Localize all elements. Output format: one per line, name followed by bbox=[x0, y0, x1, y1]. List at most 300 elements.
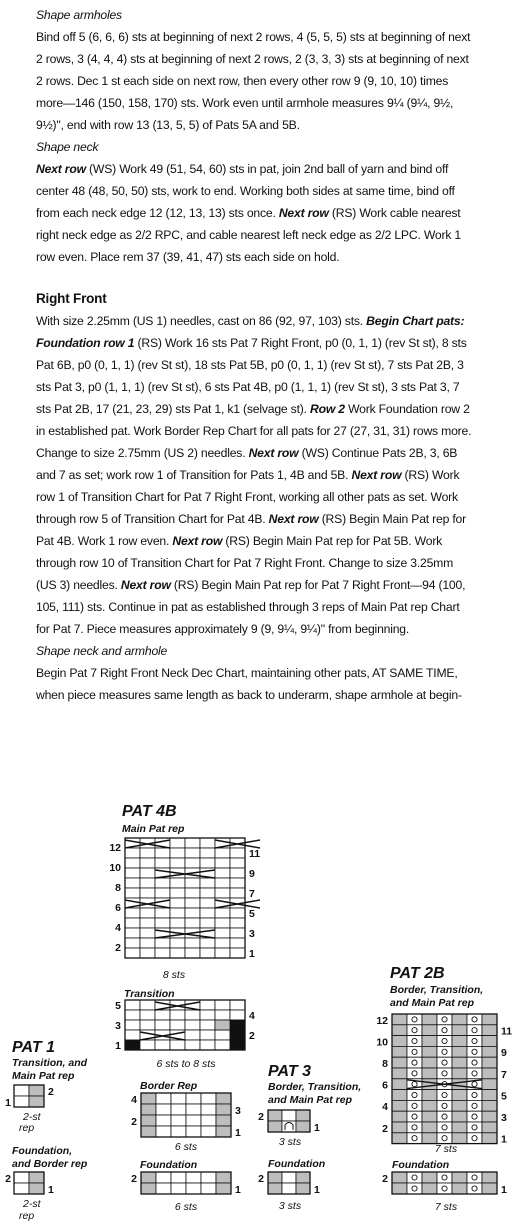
pat-4b-main-cell bbox=[125, 868, 140, 878]
pat-4b-transition-cell bbox=[185, 1030, 200, 1040]
pat-4b-border-cell bbox=[171, 1093, 186, 1104]
pat-4b-transition-cell bbox=[215, 1040, 230, 1050]
pat-2b-main-cell bbox=[437, 1046, 452, 1057]
pat-4b-main-cell bbox=[230, 878, 245, 888]
pat-4b-foundation-grid bbox=[131, 1172, 241, 1196]
pat-4b-transition-cell bbox=[140, 1040, 155, 1050]
pat-4b-transition-cell bbox=[200, 1020, 215, 1030]
pat-4b-main-cell bbox=[170, 908, 185, 918]
pat-2b-foundation-row: 1 bbox=[501, 1184, 507, 1196]
pat-2b-main-cell bbox=[422, 1014, 437, 1025]
pat-2b-main-cell bbox=[422, 1122, 437, 1133]
pat-2b-main-cell bbox=[437, 1068, 452, 1079]
pat-4b-border-cell bbox=[216, 1126, 231, 1137]
pat-4b-main-grid bbox=[109, 838, 260, 960]
pat-4b-border-cell bbox=[156, 1104, 171, 1115]
pat-4b-main-cell bbox=[125, 928, 140, 938]
pat-3-foundation-row: 2 bbox=[258, 1173, 264, 1185]
pat-2b-main-cell bbox=[437, 1036, 452, 1047]
pat-4b-row-num: 7 bbox=[249, 888, 255, 900]
pat-4b-main-cell bbox=[125, 878, 140, 888]
pat-2b-main-cell bbox=[467, 1025, 482, 1036]
pat-2b-main-cell bbox=[482, 1046, 497, 1057]
pat-4b-transition-cell bbox=[185, 1040, 200, 1050]
pat-2b-main-cell bbox=[392, 1100, 407, 1111]
pat-2b-foundation-cell bbox=[467, 1172, 482, 1183]
pat-4b-border-cell bbox=[141, 1115, 156, 1126]
pat-2b-row-num: 6 bbox=[382, 1079, 388, 1092]
pat-4b-main-cell bbox=[230, 888, 245, 898]
pat-4b-main-cell bbox=[200, 838, 215, 848]
pat-4b bbox=[109, 803, 260, 1213]
pat-4b-main-cell bbox=[215, 848, 230, 858]
pat-4b-border-cell bbox=[216, 1115, 231, 1126]
pat-3-foundation-cell bbox=[282, 1172, 296, 1183]
pat-2b-main-cell bbox=[422, 1100, 437, 1111]
pat-4b-main-cell bbox=[185, 878, 200, 888]
pat-1-found-rep-2: rep bbox=[19, 1210, 35, 1222]
pat-4b-main-cell bbox=[230, 858, 245, 868]
pat-4b-transition-cell bbox=[185, 1010, 200, 1020]
pat-4b-main-cell bbox=[125, 948, 140, 958]
pat-4b-transition-cell bbox=[170, 1020, 185, 1030]
increase-cell bbox=[215, 1020, 230, 1030]
pat-2b-main-cell bbox=[467, 1036, 482, 1047]
pat-2b-main-cell bbox=[407, 1100, 422, 1111]
pat-1-main-rep: 2-st bbox=[23, 1111, 41, 1123]
rf-lead-7: Next row bbox=[120, 578, 171, 592]
pat-4b-transition-caption: 6 sts to 8 sts bbox=[156, 1058, 216, 1070]
rf-text-7: (RS) Begin Main Pat rep for Pat 5B. Work through row 10 of Transition Chart for Pat 7 Right Front. Change to size 3.25mm (US 3) needles. bbox=[36, 534, 454, 592]
pat-2b-main-cell bbox=[407, 1090, 422, 1101]
no-stitch-cell bbox=[230, 1020, 245, 1050]
rf-text-1: With size 2.25mm (US 1) needles, cast on 86 (92, 97, 103) sts. bbox=[36, 314, 367, 328]
pat-2b-main-cell bbox=[392, 1079, 407, 1090]
pat-1-foundation-cell bbox=[29, 1172, 44, 1183]
pat-4b-main-cell bbox=[170, 848, 185, 858]
pat-1-main-cell bbox=[29, 1096, 44, 1107]
pat-2b-main-cell bbox=[452, 1014, 467, 1025]
pat-2b-main-cell bbox=[437, 1090, 452, 1101]
pat-2b-main-cell bbox=[422, 1025, 437, 1036]
pat-4b-main-cell bbox=[140, 868, 155, 878]
pat-4b-border-label: Border Rep bbox=[140, 1080, 198, 1092]
pat-4b-main-cell bbox=[140, 948, 155, 958]
pat-2b-foundation-cell bbox=[482, 1183, 497, 1194]
pat-2b-main-cell bbox=[422, 1057, 437, 1068]
pat-4b-main-cell bbox=[200, 908, 215, 918]
pat-4b-transition-cell bbox=[155, 1010, 170, 1020]
pat-2b-main-cell bbox=[437, 1111, 452, 1122]
pat-2b-foundation-cell bbox=[482, 1172, 497, 1183]
pat-1-found-rep: 2-st bbox=[23, 1198, 41, 1210]
pat-4b-foundation-cell bbox=[216, 1183, 231, 1194]
pat-4b-main-cell bbox=[200, 858, 215, 868]
pat-1-main-rep-2: rep bbox=[19, 1122, 35, 1134]
pat-4b-transition-cell bbox=[170, 1010, 185, 1020]
pat-4b-main-cell bbox=[230, 918, 245, 928]
pat-4b-main-cell bbox=[125, 918, 140, 928]
pat-4b-transition-row: 5 bbox=[115, 1000, 121, 1012]
pat-4b-border-cell bbox=[141, 1126, 156, 1137]
pat-4b-border-cell bbox=[171, 1115, 186, 1126]
pat-1-row-num: 1 bbox=[5, 1097, 11, 1109]
pat-4b-transition-cell bbox=[125, 1020, 140, 1030]
pat-3-main-grid bbox=[258, 1110, 320, 1134]
pat-4b-main-cell bbox=[200, 878, 215, 888]
pat-4b-border-cell bbox=[201, 1126, 216, 1137]
pat-4b-main-cell bbox=[170, 918, 185, 928]
pat-4b-main-cell bbox=[185, 948, 200, 958]
pat-1-main-cell bbox=[14, 1085, 29, 1096]
pat-3-foundation-cell bbox=[296, 1183, 310, 1194]
pat-2b-main-cell bbox=[467, 1090, 482, 1101]
pat-4b-main-cell bbox=[200, 898, 215, 908]
pat-4b-main-cell bbox=[140, 858, 155, 868]
pat-4b-border-cell bbox=[186, 1115, 201, 1126]
pat-3-foundation-grid bbox=[258, 1172, 320, 1196]
pat-1-title: PAT 1 bbox=[12, 1039, 55, 1056]
pat-4b-main-cell bbox=[230, 908, 245, 918]
rf-text-4: (WS) Continue Pats 2B, 3, 6B and 7 as set; work row 1 of Transition for Pats 1, 4B and 5B. bbox=[36, 446, 458, 482]
pat-2b-main-cell bbox=[407, 1057, 422, 1068]
pat-2b-row-num: 11 bbox=[501, 1025, 512, 1038]
pat-4b-main-cell bbox=[230, 848, 245, 858]
pat-4b-border-row: 1 bbox=[235, 1127, 241, 1139]
pat-2b-main-cell bbox=[467, 1122, 482, 1133]
pat-4b-border-cell bbox=[186, 1104, 201, 1115]
pat-2b-label-2: and Main Pat rep bbox=[390, 997, 475, 1009]
pat-4b-main-cell bbox=[200, 938, 215, 948]
pat-1-foundation-cell bbox=[14, 1183, 29, 1194]
pat-4b-main-caption: 8 sts bbox=[162, 969, 186, 981]
pat-4b-border-cell bbox=[156, 1126, 171, 1137]
rf-text-3: Work Foundation row 2 in established pat. Work Border Rep Chart for all pats for 27 (27, 31, 31) rows more. Change to size 2.75mm (US 2) needles. bbox=[36, 402, 472, 460]
pat-4b-foundation-cell bbox=[141, 1172, 156, 1183]
pat-4b-main-cell bbox=[215, 918, 230, 928]
rf-lead-3: Next row bbox=[248, 446, 299, 460]
pat-2b-row-num: 2 bbox=[382, 1122, 388, 1135]
pat-4b-main-cell bbox=[155, 908, 170, 918]
pat-4b-main-label: Main Pat rep bbox=[122, 823, 185, 835]
pat-4b-foundation-cell bbox=[201, 1183, 216, 1194]
pat-4b-transition-cell bbox=[230, 1000, 245, 1010]
pat-3-row-num: 1 bbox=[314, 1122, 320, 1134]
pat-4b-main-cell bbox=[200, 888, 215, 898]
pat-4b-border-row: 2 bbox=[131, 1116, 137, 1128]
rf-lead-5: Next row bbox=[268, 512, 319, 526]
pat-4b-border-cell bbox=[171, 1126, 186, 1137]
armholes-paragraph: Bind off 5 (6, 6, 6) sts at beginning of next 2 rows, 4 (5, 5, 5) sts at beginning of next 2 rows, 3 (4, 4, 4) sts at beginning of next 2 rows, 2 (3, 3, 3) sts at beginning of next 2 rows. Dec 1 st each side on next row, then every other row 9 (9, 10, 10) times more—146 (150, 158, 170) sts. Work even until armhole measures 9¼ (9¼, 9½, 9½)", end with row 13 (13, 5, 5) of Pats 5A and 5B. bbox=[36, 30, 471, 132]
pat-4b-main-cell bbox=[185, 908, 200, 918]
pat-2b-foundation-cell bbox=[467, 1183, 482, 1194]
pat-2b-main-cell bbox=[467, 1100, 482, 1111]
pat-4b-border-cell bbox=[216, 1093, 231, 1104]
pat-4b-main-cell bbox=[230, 928, 245, 938]
pat-4b-main-cell bbox=[155, 888, 170, 898]
pat-4b-transition-cell bbox=[125, 1000, 140, 1010]
pat-3-title: PAT 3 bbox=[268, 1063, 311, 1080]
pat-2b-main-cell bbox=[482, 1111, 497, 1122]
rf-text-6: (RS) Begin Main Pat rep for Pat 4B. Work 1 row even. bbox=[36, 512, 466, 548]
pat-2b-main-grid bbox=[376, 1014, 512, 1146]
pat-2b-main-cell bbox=[392, 1090, 407, 1101]
pat-1-main-grid bbox=[5, 1085, 54, 1109]
pat-4b-foundation-label: Foundation bbox=[140, 1159, 198, 1171]
pat-2b-main-cell bbox=[482, 1122, 497, 1133]
pat-3-found-label: Foundation bbox=[268, 1158, 326, 1170]
pat-4b-transition-cell bbox=[140, 1000, 155, 1010]
pat-3-main-cell bbox=[268, 1121, 282, 1132]
pat-4b-main-cell bbox=[140, 938, 155, 948]
pat-4b-row-num: 12 bbox=[109, 842, 121, 854]
pat-1 bbox=[5, 1039, 88, 1222]
pat-4b-main-cell bbox=[215, 878, 230, 888]
pat-2b-main-cell bbox=[392, 1057, 407, 1068]
pat-4b-main-cell bbox=[170, 948, 185, 958]
pat-4b-foundation-cell bbox=[186, 1172, 201, 1183]
pat-4b-border-cell bbox=[171, 1104, 186, 1115]
pat-2b-main-cell bbox=[392, 1025, 407, 1036]
pat-4b-main-cell bbox=[215, 888, 230, 898]
pat-4b-main-cell bbox=[215, 928, 230, 938]
pat-2b-main-cell bbox=[482, 1025, 497, 1036]
pat-3-foundation-cell bbox=[282, 1183, 296, 1194]
pat-4b-transition-cell bbox=[200, 1000, 215, 1010]
pat-2b-main-cell bbox=[392, 1036, 407, 1047]
pat-4b-main-cell bbox=[170, 938, 185, 948]
pat-2b-row-num: 9 bbox=[501, 1047, 507, 1060]
pat-2b-main-cell bbox=[452, 1057, 467, 1068]
pat-4b-main-cell bbox=[155, 918, 170, 928]
pat-1-foundation-cell bbox=[14, 1172, 29, 1183]
pat-3-label-2: and Main Pat rep bbox=[268, 1094, 353, 1106]
pat-2b-main-cell bbox=[422, 1068, 437, 1079]
pat-2b-foundation-cell bbox=[392, 1183, 407, 1194]
pat-4b-transition-cell bbox=[140, 1010, 155, 1020]
pat-4b-main-cell bbox=[155, 878, 170, 888]
pat-2b-main-caption: 7 sts bbox=[434, 1143, 458, 1155]
pat-3-foundation-cell bbox=[268, 1172, 282, 1183]
pat-1-row-num: 2 bbox=[48, 1086, 54, 1098]
pat-4b-main-cell bbox=[125, 848, 140, 858]
pat-2b-main-cell bbox=[392, 1133, 407, 1144]
pat-2b-foundation-cell bbox=[422, 1172, 437, 1183]
pat-4b-main-cell bbox=[185, 898, 200, 908]
pat-2b-found-label: Foundation bbox=[392, 1159, 450, 1171]
pat-2b-foundation-cell bbox=[392, 1172, 407, 1183]
pat-4b-main-cell bbox=[200, 848, 215, 858]
pat-4b-transition-cell bbox=[140, 1020, 155, 1030]
pat-4b-border-cell bbox=[216, 1104, 231, 1115]
pat-2b-main-cell bbox=[422, 1079, 437, 1090]
pat-1-found-label-1: Foundation, bbox=[12, 1145, 73, 1157]
pat-4b-border-cell bbox=[201, 1104, 216, 1115]
pat-3-foundation-row: 1 bbox=[314, 1184, 320, 1196]
pat-2b-main-cell bbox=[482, 1014, 497, 1025]
pat-4b-main-cell bbox=[125, 858, 140, 868]
pat-2b-main-cell bbox=[407, 1025, 422, 1036]
pat-2b-foundation-cell bbox=[407, 1172, 422, 1183]
heading-shape-neck-armhole: Shape neck and armhole bbox=[36, 644, 168, 658]
pat-2b-main-cell bbox=[482, 1068, 497, 1079]
pat-4b-foundation-row: 1 bbox=[235, 1184, 241, 1196]
pat-1-foundation-row: 2 bbox=[5, 1173, 11, 1185]
rf-lead-6: Next row bbox=[172, 534, 223, 548]
pat-4b-main-cell bbox=[230, 948, 245, 958]
pat-2b-main-cell bbox=[467, 1068, 482, 1079]
pat-2b-main-cell bbox=[422, 1046, 437, 1057]
pat-4b-main-cell bbox=[230, 868, 245, 878]
pat-4b-foundation-cell bbox=[171, 1183, 186, 1194]
pat-2b-main-cell bbox=[422, 1111, 437, 1122]
pat-4b-foundation-cell bbox=[141, 1183, 156, 1194]
pat-4b-row-num: 8 bbox=[115, 882, 121, 894]
heading-shape-armholes: Shape armholes bbox=[36, 8, 122, 22]
pat-2b-main-cell bbox=[452, 1025, 467, 1036]
pat-1-label-2: Main Pat rep bbox=[12, 1070, 75, 1082]
pat-2b-row-num: 5 bbox=[501, 1090, 507, 1103]
pat-4b-transition-row: 2 bbox=[249, 1030, 255, 1042]
pat-4b-foundation-cell bbox=[216, 1172, 231, 1183]
pat-4b-transition-cell bbox=[155, 1040, 170, 1050]
pat-4b-border-cell bbox=[156, 1115, 171, 1126]
rf-text-2: (RS) Work 16 sts Pat 7 Right Front, p0 (0, 1, 1) (rev St st), 8 sts Pat 6B, p0 (0, 1, 1) (rev St st), 18 sts Pat 5B, p0 (0, 1, 1) (rev St st), 7 sts Pat 2B, 3 sts Pat 3, p0 (1, 1, 1) (rev St st), 6 sts Pat 4B, p0 (1, 1, 1) (rev St st), 3 sts Pat 3, 7 sts Pat 2B, 17 (21, 23, 29) sts Pat 1, k1 (selvage st). bbox=[36, 336, 467, 416]
pat-2b-main-cell bbox=[482, 1100, 497, 1111]
pat-2b-main-cell bbox=[467, 1014, 482, 1025]
pat-4b-foundation-cell bbox=[156, 1172, 171, 1183]
pat-2b-main-cell bbox=[437, 1025, 452, 1036]
pat-4b-foundation-cell bbox=[171, 1172, 186, 1183]
pat-4b-main-cell bbox=[200, 948, 215, 958]
pat-2b-row-num: 8 bbox=[382, 1058, 388, 1070]
pat-4b-foundation-cell bbox=[156, 1183, 171, 1194]
pat-4b-row-num: 6 bbox=[115, 902, 121, 914]
pat-4b-transition-row: 3 bbox=[115, 1020, 121, 1032]
pat-2b-main-cell bbox=[422, 1133, 437, 1144]
pat-2b-main-cell bbox=[392, 1046, 407, 1057]
pat-3 bbox=[258, 1063, 361, 1212]
pat-4b-main-cell bbox=[170, 858, 185, 868]
pat-1-main-cell bbox=[29, 1085, 44, 1096]
pat-4b-transition-cell bbox=[200, 1010, 215, 1020]
lead-next-row-2: Next row bbox=[278, 206, 329, 220]
pat-2b-main-cell bbox=[482, 1057, 497, 1068]
pat-4b-main-cell bbox=[140, 908, 155, 918]
pat-2b-main-cell bbox=[437, 1100, 452, 1111]
pat-4b-row-num: 5 bbox=[249, 908, 255, 920]
pat-3-found-caption: 3 sts bbox=[278, 1200, 302, 1212]
pat-4b-main-cell bbox=[155, 938, 170, 948]
pat-2b-main-cell bbox=[392, 1122, 407, 1133]
pat-4b-border-row: 3 bbox=[235, 1105, 241, 1117]
pat-4b-main-cell bbox=[215, 948, 230, 958]
pat-4b-main-cell bbox=[200, 918, 215, 928]
pat-2b-row-num: 12 bbox=[376, 1014, 388, 1027]
pat-4b-main-cell bbox=[155, 948, 170, 958]
pat-4b-main-cell bbox=[140, 928, 155, 938]
pat-3-main-cell bbox=[296, 1110, 310, 1121]
pat-4b-transition-cell bbox=[215, 1010, 230, 1020]
pat-4b-main-cell bbox=[170, 838, 185, 848]
pat-3-main-cell bbox=[268, 1110, 282, 1121]
pat-4b-main-cell bbox=[185, 848, 200, 858]
pat-2b-foundation-row: 2 bbox=[382, 1173, 388, 1185]
pat-4b-main-cell bbox=[140, 918, 155, 928]
pat-4b-transition-cell bbox=[200, 1040, 215, 1050]
pat-2b-foundation-grid bbox=[382, 1172, 507, 1196]
pat-2b-main-cell bbox=[437, 1057, 452, 1068]
pat-2b-foundation-cell bbox=[437, 1172, 452, 1183]
pat-2b-foundation-cell bbox=[407, 1183, 422, 1194]
pat-2b-row-num: 4 bbox=[382, 1101, 388, 1114]
pat-2b-main-cell bbox=[407, 1111, 422, 1122]
pat-4b-row-num: 2 bbox=[115, 942, 121, 954]
pat-2b-label-1: Border, Transition, bbox=[390, 984, 484, 996]
pat-4b-main-cell bbox=[185, 938, 200, 948]
pat-3-foundation-cell bbox=[296, 1172, 310, 1183]
pat-2b-main-cell bbox=[482, 1079, 497, 1090]
pat-2b-main-cell bbox=[467, 1133, 482, 1144]
pat-4b-main-cell bbox=[170, 898, 185, 908]
pat-3-label-1: Border, Transition, bbox=[268, 1081, 362, 1093]
lead-next-row: Next row bbox=[36, 162, 86, 176]
pat-4b-transition-label: Transition bbox=[124, 988, 175, 1000]
pat-1-foundation-row: 1 bbox=[48, 1184, 54, 1196]
pat-2b-title: PAT 2B bbox=[390, 965, 445, 982]
pat-4b-border-cell bbox=[201, 1115, 216, 1126]
pat-4b-transition-row: 1 bbox=[115, 1040, 121, 1052]
pat-4b-foundation-row: 2 bbox=[131, 1173, 137, 1185]
pat-4b-transition-grid bbox=[115, 1000, 255, 1052]
neck-text-1: (WS) Work 49 (51, 54, 60) sts in pat, join 2nd ball of yarn and bind off center 48 (48, 50, 50) sts, work to end. Working both sides at same time, bind off from each neck edge 12 (12, 13, 13) sts once. bbox=[36, 162, 455, 220]
pat-4b-main-cell bbox=[215, 908, 230, 918]
pat-4b-border-cell bbox=[201, 1093, 216, 1104]
pat-2b-main-cell bbox=[392, 1111, 407, 1122]
pat-2b-main-cell bbox=[452, 1036, 467, 1047]
pat-4b-transition-cell bbox=[170, 1040, 185, 1050]
no-stitch-cell bbox=[125, 1040, 140, 1050]
pat-2b-foundation-cell bbox=[422, 1183, 437, 1194]
pat-4b-main-cell bbox=[185, 918, 200, 928]
pat-2b-main-cell bbox=[467, 1111, 482, 1122]
pat-2b-row-num: 1 bbox=[501, 1133, 507, 1146]
pat-4b-row-num: 11 bbox=[249, 848, 261, 860]
pat-2b-main-cell bbox=[407, 1122, 422, 1133]
pat-4b-transition-cell bbox=[185, 1020, 200, 1030]
pat-4b-transition-row: 4 bbox=[249, 1010, 255, 1022]
pat-2b-main-cell bbox=[452, 1122, 467, 1133]
rf-lead-4: Next row bbox=[351, 468, 402, 482]
pat-1-found-label-2: and Border rep bbox=[12, 1158, 88, 1170]
pat-2b-foundation-cell bbox=[437, 1183, 452, 1194]
pat-4b-main-cell bbox=[185, 888, 200, 898]
pat-2b-main-cell bbox=[437, 1133, 452, 1144]
rf-text-8: (RS) Begin Main Pat rep for Pat 7 Right Front—94 (100, 105, 111) sts. Continue in pat as established through 3 reps of Main Pat rep Chart for Pat 7. Piece measures approximately 9 (9, 9¼, 9¼)" from beginning. bbox=[36, 578, 466, 636]
pat-4b-transition-cell bbox=[215, 1000, 230, 1010]
pat-4b-border-cell bbox=[141, 1093, 156, 1104]
pat-2b-main-cell bbox=[407, 1014, 422, 1025]
pat-2b-row-num: 3 bbox=[501, 1112, 507, 1124]
pat-3-main-caption: 3 sts bbox=[278, 1136, 302, 1148]
rf-lead-2: Row 2 bbox=[310, 402, 345, 416]
pat-4b-border-cell bbox=[156, 1093, 171, 1104]
pat-2b-found-caption: 7 sts bbox=[434, 1201, 458, 1213]
pat-4b-transition-cell bbox=[230, 1010, 245, 1020]
pat-2b bbox=[376, 965, 512, 1213]
pat-4b-transition-cell bbox=[125, 1010, 140, 1020]
pat-4b-border-cell bbox=[141, 1104, 156, 1115]
